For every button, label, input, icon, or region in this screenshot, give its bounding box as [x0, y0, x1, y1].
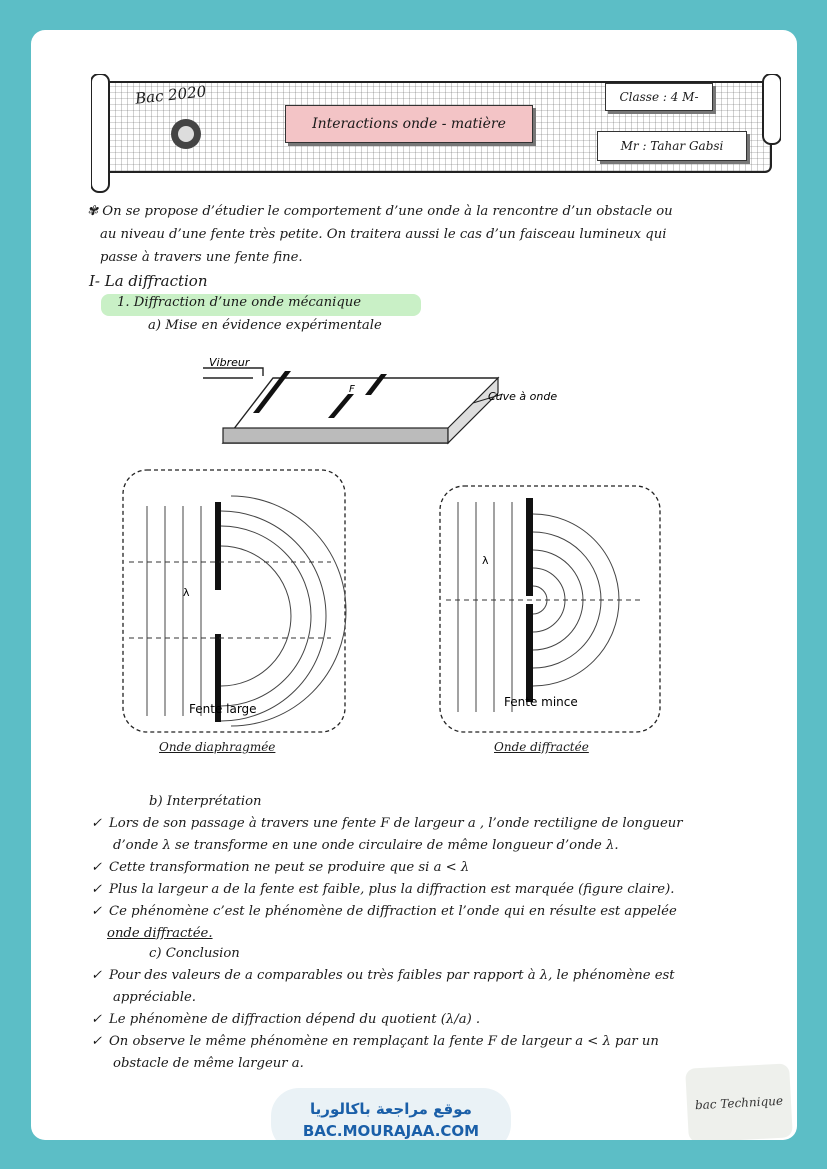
part-b-title: b) Interprétation	[149, 794, 262, 809]
interpretation-item-1-cont: d’onde λ se transforme en une onde circulaire de même longueur d’onde λ.	[113, 838, 619, 853]
subsection-title: 1. Diffraction d’une onde mécanique	[117, 295, 362, 310]
page-title: Interactions onde - matière	[285, 105, 533, 143]
conclusion-item-3-cont: obstacle de même largeur a.	[113, 1056, 304, 1071]
intro-line-2: au niveau d’une fente très petite. On traitera aussi le cas d’un faisceau lumineux qui	[100, 227, 667, 242]
conclusion-item-2: ✓ Le phénomène de diffraction dépend du quotient (λ/a) .	[91, 1012, 481, 1027]
figure-narrow-slit	[436, 482, 664, 738]
lambda-left: λ	[183, 586, 190, 599]
check-icon: ✓	[91, 1012, 103, 1027]
check-icon: ✓	[91, 968, 103, 983]
footer-arabic-text: موقع مراجعة باكالوريا	[310, 1100, 472, 1118]
figure-left-label: Fente large	[189, 702, 257, 716]
intro-line-3: passe à travers une fente fine.	[100, 250, 303, 265]
check-icon: ✓	[91, 1034, 103, 1049]
lambda-right: λ	[482, 554, 489, 567]
ripple-tank-diagram	[183, 358, 583, 453]
fente-label: F	[349, 384, 355, 395]
bac-year-label: Bac 2020	[134, 82, 208, 108]
check-icon: ✓	[91, 816, 103, 831]
section-title: I- La diffraction	[89, 272, 208, 290]
check-icon: ✓	[91, 860, 103, 875]
interpretation-item-1: ✓ Lors de son passage à travers une fente F de largeur a , l’onde rectiligne de longueur	[91, 816, 683, 831]
conclusion-item-3: ✓ On observe le même phénomène en remplaçant la fente F de largeur a < λ par un	[91, 1034, 659, 1049]
intro-line-1: ✾ On se propose d’étudier le comportement d’une onde à la rencontre d’un obstacle ou	[87, 204, 673, 219]
check-icon: ✓	[91, 904, 103, 919]
stamp-logo: bac Technique	[685, 1063, 793, 1140]
professor-label: Mr : Tahar Gabsi	[597, 131, 747, 161]
figure-left-caption: Onde diaphragmée	[159, 740, 276, 754]
document-page	[31, 30, 797, 1140]
conclusion-item-1: ✓ Pour des valeurs de a comparables ou très faibles par rapport à λ, le phénomène est	[91, 968, 675, 983]
figure-right-label: Fente mince	[504, 695, 578, 709]
check-icon: ✓	[91, 882, 103, 897]
interpretation-item-2: ✓ Cette transformation ne peut se produire que si a < λ	[91, 860, 470, 875]
part-c-title: c) Conclusion	[149, 946, 240, 961]
vibreur-label: Vibreur	[209, 358, 250, 369]
cuve-label: Cuve à onde	[488, 390, 558, 403]
figure-right-caption: Onde diffractée	[494, 740, 589, 754]
interpretation-item-4: ✓ Ce phénomène c’est le phénomène de diffraction et l’onde qui en résulte est appelée	[91, 904, 677, 919]
figure-wide-slit	[119, 466, 349, 740]
class-label: Classe : 4 M-	[605, 83, 713, 111]
flower-bullet-icon: ✾	[87, 204, 99, 219]
footer-site-badge[interactable]	[271, 1088, 511, 1140]
interpretation-item-4-cont: onde diffractée.	[107, 926, 213, 941]
part-a-title: a) Mise en évidence expérimentale	[148, 318, 382, 333]
conclusion-item-1-cont: appréciable.	[113, 990, 196, 1005]
footer-url-link[interactable]: BAC.MOURAJAA.COM	[302, 1122, 480, 1140]
interpretation-item-3: ✓ Plus la largeur a de la fente est faible, plus la diffraction est marquée (figure claire).	[91, 882, 675, 897]
